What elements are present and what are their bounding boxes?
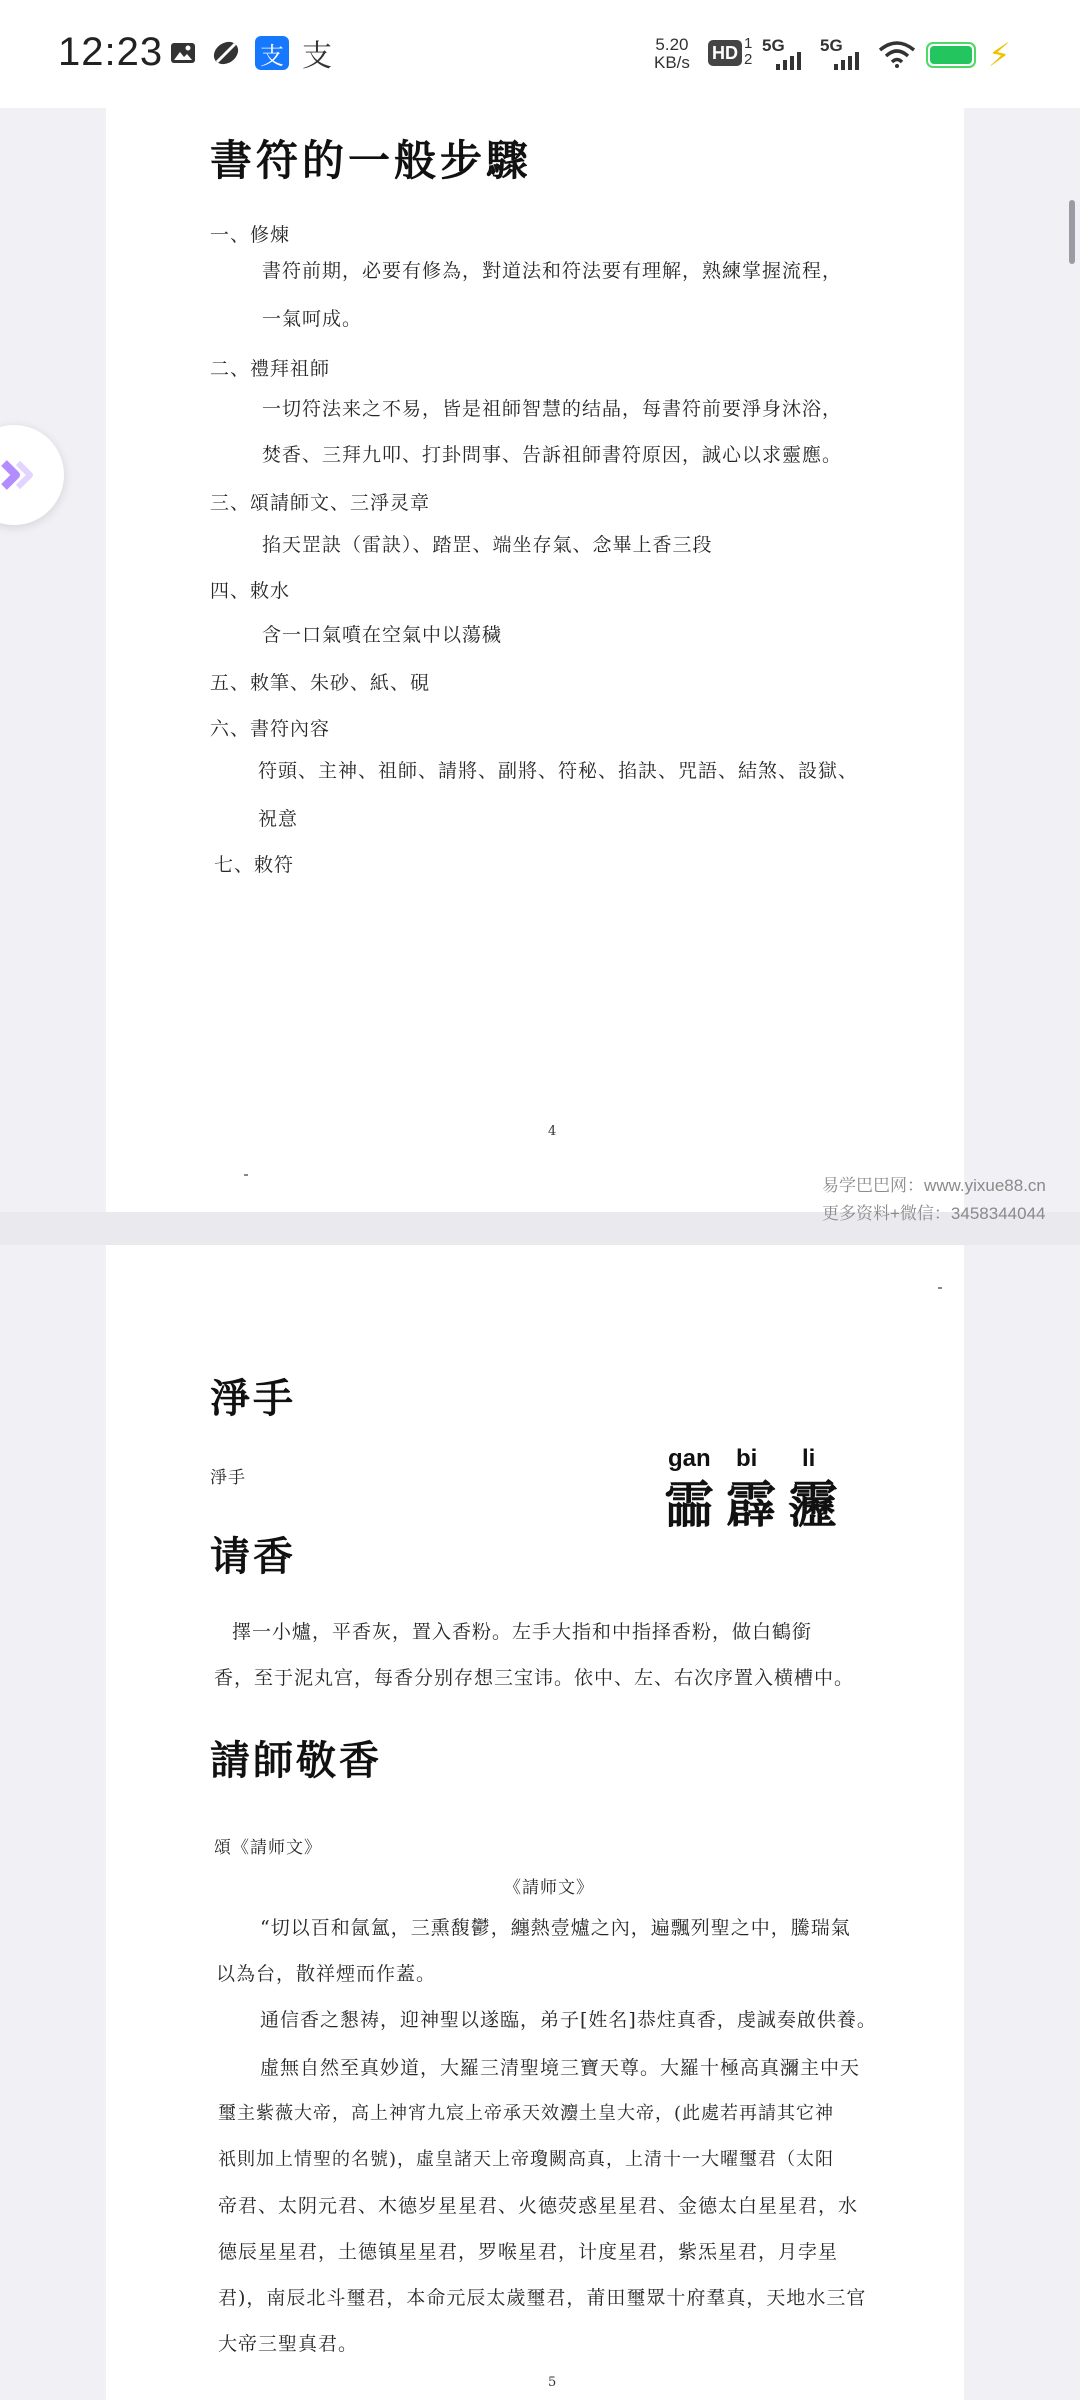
document-page-4 <box>106 108 964 1212</box>
section-heading: 六、書符內容 <box>210 718 331 740</box>
page-number: 4 <box>548 1124 557 1139</box>
pinyin-gan: gan <box>668 1445 711 1472</box>
sim-indicator: 1 2 <box>744 35 753 68</box>
scan-speck <box>244 1174 248 1176</box>
signal-bars-2-icon <box>834 50 859 70</box>
body-text: 通信香之懇祷，迎神聖以遂臨，弟子[姓名]恭炷真香，虔誠奏啟供養。 <box>260 2009 877 2031</box>
body-text: 以為台，散祥煙而作蓋。 <box>216 1963 437 1985</box>
section-heading: 二、禮拜祖師 <box>210 358 331 380</box>
double-chevron-icon <box>0 455 40 495</box>
signal-bars-1-icon <box>776 50 801 70</box>
body-text: 祝意 <box>258 808 299 830</box>
network-type-2: 5G <box>820 36 843 55</box>
body-text: 焚香、三拜九叩、打卦問事、告訴祖師書符原因，誠心以求靈應。 <box>262 444 843 466</box>
body-text: 含一口氣噴在空氣中以蕩穢 <box>262 624 503 646</box>
body-text: 大帝三聖真君。 <box>218 2333 359 2355</box>
body-text: 璽主紫薇大帝，高上神宵九宸上帝承天效灋土皇大帝，(此處若再請其它神 <box>218 2103 835 2124</box>
talisman-glyph: 霹 <box>726 1475 776 1534</box>
center-title: 《請师文》 <box>504 1878 594 1898</box>
body-text: 符頭、主神、祖師、請將、副將、符秘、掐訣、咒語、結煞、設獄、 <box>258 760 859 782</box>
section-heading: 五、敕筆、朱砂、紙、硯 <box>210 672 431 694</box>
network-type-1: 5G <box>762 36 785 55</box>
scan-speck <box>938 1287 942 1289</box>
heading-wash-hands: 淨手 <box>210 1375 296 1422</box>
sub-text: 淨手 <box>210 1468 246 1488</box>
page-number: 5 <box>548 2375 557 2390</box>
body-text: 擇一小爐，平香灰，置入香粉。左手大指和中指择香粉，做白鶴銜 <box>232 1621 813 1643</box>
document-page-5 <box>106 1245 964 2400</box>
body-text: 德辰星星君，土德镇星星君，罗喉星君，计度星君，紫炁星君，月孛星 <box>218 2241 839 2263</box>
page-title: 書符的一般步驟 <box>210 136 533 185</box>
pinyin-li: li <box>802 1445 816 1472</box>
hd-voice-icon: HD <box>708 40 742 66</box>
body-text: 帝君、太阴元君、木德岁星星君、火德荧惑星星君、金德太白星星君，水 <box>218 2195 859 2217</box>
alipay-icon: 支 <box>255 36 289 70</box>
body-text: 一切符法来之不易，皆是祖師智慧的结晶，每書符前要淨身沐浴， <box>262 398 843 420</box>
wifi-icon <box>878 40 916 73</box>
heading-invite-master: 請師敬香 <box>210 1737 382 1784</box>
heading-incense: 请香 <box>210 1533 296 1580</box>
section-heading: 一、修煉 <box>210 224 291 246</box>
body-text: 香，至于泥丸宫，每香分别存想三宝讳。依中、左、右次序置入横槽中。 <box>214 1667 855 1689</box>
battery-icon <box>926 42 976 68</box>
body-text: “切以百和氤氳，三熏馥鬱，纏熱壹爐之內，遍飄列聖之中，騰瑞氣 <box>260 1917 851 1939</box>
status-bar <box>0 0 1080 108</box>
body-text: 祇則加上情聖的名號)，虛皇諸天上帝瓊闕高真，上清十一大曜璽君（太阳 <box>218 2149 835 2170</box>
side-panel-toggle-button[interactable] <box>0 425 64 525</box>
pinyin-bi: bi <box>736 1445 758 1472</box>
body-text: 虛無自然至真妙道，大羅三清聖境三寶天尊。大羅十極高真瀰主中天 <box>260 2057 861 2079</box>
scrollbar-thumb[interactable] <box>1069 200 1075 264</box>
sub-text: 頌《請师文》 <box>214 1838 322 1858</box>
watermark: 易学巴巴网：www.yixue88.cn 更多资料+微信：3458344044 <box>822 1176 1046 1223</box>
body-text: 君)，南辰北斗璽君，本命元辰太歲璽君，莆田璽眾十府羣真，天地水三官 <box>218 2287 867 2309</box>
clock: 12:23 <box>58 30 164 74</box>
charging-bolt-icon: ⚡ <box>988 37 1011 73</box>
body-text: 掐天罡訣（雷訣）、踏罡、端坐存氣、念畢上香三段 <box>262 534 713 556</box>
section-heading: 三、頌請師文、三淨灵章 <box>210 492 431 514</box>
body-text: 一氣呵成。 <box>262 308 363 330</box>
leaf-app-icon <box>211 38 241 68</box>
talisman-glyph: 靋 <box>788 1475 838 1534</box>
section-heading: 四、敕水 <box>210 580 291 602</box>
body-text: 書符前期，必要有修為，對道法和符法要有理解，熟練掌握流程， <box>262 260 843 282</box>
talisman-glyph: 霝 <box>664 1475 714 1534</box>
gallery-icon <box>168 38 198 68</box>
section-heading: 七、敕符 <box>214 854 295 876</box>
alipay-outline-icon: 支 <box>302 40 332 73</box>
network-speed: 5.20 KB/s <box>654 35 690 72</box>
